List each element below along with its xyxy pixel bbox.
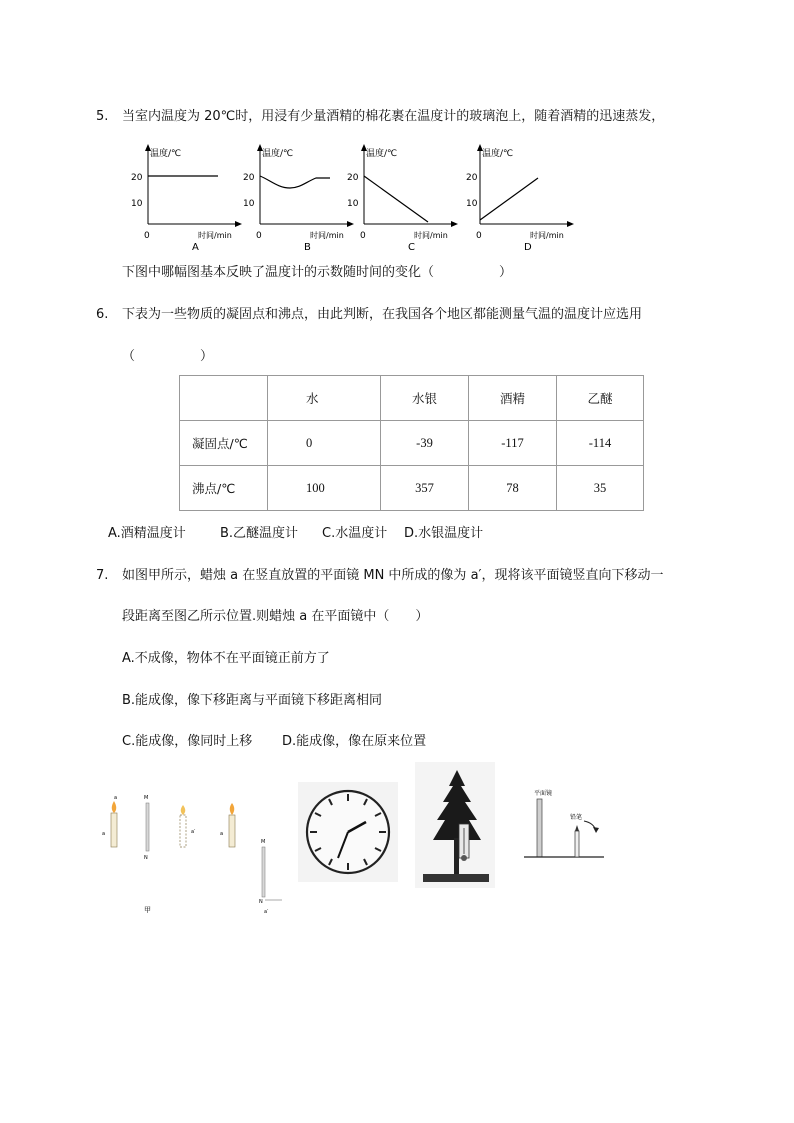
table-cell: 0 [268,421,381,466]
graph-c-ylabel: 温度/℃ [366,149,398,159]
graph-d-label: D [524,242,532,252]
table-header-row [180,376,644,421]
graph-a-ylabel: 温度/℃ [150,149,182,159]
table-cell: -117 [469,421,557,466]
graph-c-label: C [408,242,415,252]
mirror-candle-figure [100,785,290,917]
plane-mirror [537,799,542,857]
graph-c-xlabel: 时间/min [414,231,448,240]
tree-trunk [454,838,459,878]
graph-a [126,140,246,252]
q7-line2: 段距离至图乙所示位置.则蜡烛 a 在平面镜中（ ） [122,609,429,624]
table-cell: 78 [469,466,557,511]
tree-thermometer-figure [415,762,495,888]
q7-number: 7. [96,568,109,583]
graph-c-tick-10: 10 [347,199,359,209]
candle-a-side-label: a [102,831,106,837]
graph-a-tick-20: 20 [131,173,143,183]
graph-c-tick-20: 20 [347,173,359,183]
table-header-cell [180,376,268,421]
graph-b-tick-20: 20 [243,173,255,183]
mirror-jia [146,803,149,851]
graph-c-x-arrow [451,221,458,227]
table-cell: 100 [268,466,381,511]
graph-b-ylabel: 温度/℃ [262,149,294,159]
q6-option-a: A.酒精温度计 [108,526,186,541]
q6-text: 下表为一些物质的凝固点和沸点，由此判断，在我国各个地区都能测量气温的温度计应选用 [122,307,643,322]
ground [423,874,489,882]
mirror-yi-n: N [259,899,263,905]
q5-number: 5. [96,109,109,124]
graph-d-xlabel: 时间/min [530,231,564,240]
flame-icon [181,805,186,815]
table-cell: -114 [557,421,644,466]
q6-option-d: D.水银温度计 [404,526,484,541]
graph-d-x-arrow [567,221,574,227]
q7-line1: 如图甲所示，蜡烛 a 在竖直放置的平面镜 MN 中所成的像为 a′，现将该平面镜竖直向下移动一 [122,568,664,583]
graph-b-label: B [304,242,311,252]
candle-yi [229,815,235,847]
graph-b-tick-10: 10 [243,199,255,209]
graph-d-origin: 0 [476,231,482,241]
mirror-yi-image-label: a′ [264,909,269,915]
graph-d-tick-20: 20 [466,173,478,183]
mirror-label: 平面镜 [534,790,553,797]
table-row-label: 沸点/℃ [180,466,268,511]
graph-b [238,140,358,252]
graph-c [342,140,462,252]
table-header-cell: 水 [268,376,381,421]
q6-number: 6. [96,307,109,322]
table-row [180,466,644,511]
mirror-jia-m: M [144,795,149,801]
mirror-pencil-figure [520,785,610,865]
graph-a-label: A [192,242,199,252]
q6-option-b: B.乙醚温度计 [220,526,299,541]
pencil-icon [575,831,579,857]
graph-d-curve [480,178,538,220]
candle-yi-label: a [220,831,224,837]
graph-b-curve [260,176,330,188]
graph-c-origin: 0 [360,231,366,241]
candle-image-label: a′ [191,829,196,835]
graph-a-tick-10: 10 [131,199,143,209]
pencil-label: 铅笔 [570,814,583,821]
table-row-label: 凝固点/℃ [180,421,268,466]
table-row [180,421,644,466]
mirror-yi-m: M [261,839,266,845]
candle-image [180,815,186,847]
q5-text: 当室内温度为 20℃时，用浸有少量酒精的棉花裹在温度计的玻璃泡上，随着酒精的迅速蒸发， [122,109,665,124]
table-cell: 357 [381,466,469,511]
q6-option-c: C.水温度计 [322,526,388,541]
mirror-yi [262,847,265,897]
q7-option-b: B.能成像，像下移距离与平面镜下移距离相同 [122,693,383,708]
table-cell: -39 [381,421,469,466]
q6-table [179,375,644,511]
rotate-arrow-icon [584,821,596,831]
graph-a-xlabel: 时间/min [198,231,232,240]
graph-c-curve [364,176,428,222]
candle-a [111,813,117,847]
mirror-jia-n: N [144,855,148,861]
table-header-cell: 乙醚 [557,376,644,421]
q7-option-c: C.能成像，像同时上移 [122,734,253,749]
graph-b-origin: 0 [256,231,262,241]
q7-option-d: D.能成像，像在原来位置 [282,734,427,749]
q6-blank: （ ） [122,349,214,364]
q7-option-a: A.不成像，物体不在平面镜正前方了 [122,651,330,666]
candle-a-label: a [114,795,118,801]
graph-d [458,140,578,252]
flame-icon [112,801,117,813]
clock-figure [298,782,398,882]
graph-d-ylabel: 温度/℃ [482,149,514,159]
graph-a-origin: 0 [144,231,150,241]
fig-jia-label: 甲 [144,906,151,914]
table-header-cell: 水银 [381,376,469,421]
q5-prompt: 下图中哪幅图基本反映了温度计的示数随时间的变化（ ） [122,265,513,280]
graph-b-xlabel: 时间/min [310,231,344,240]
flame-icon [230,803,235,815]
table-header-cell: 酒精 [469,376,557,421]
table-cell: 35 [557,466,644,511]
graph-d-tick-10: 10 [466,199,478,209]
